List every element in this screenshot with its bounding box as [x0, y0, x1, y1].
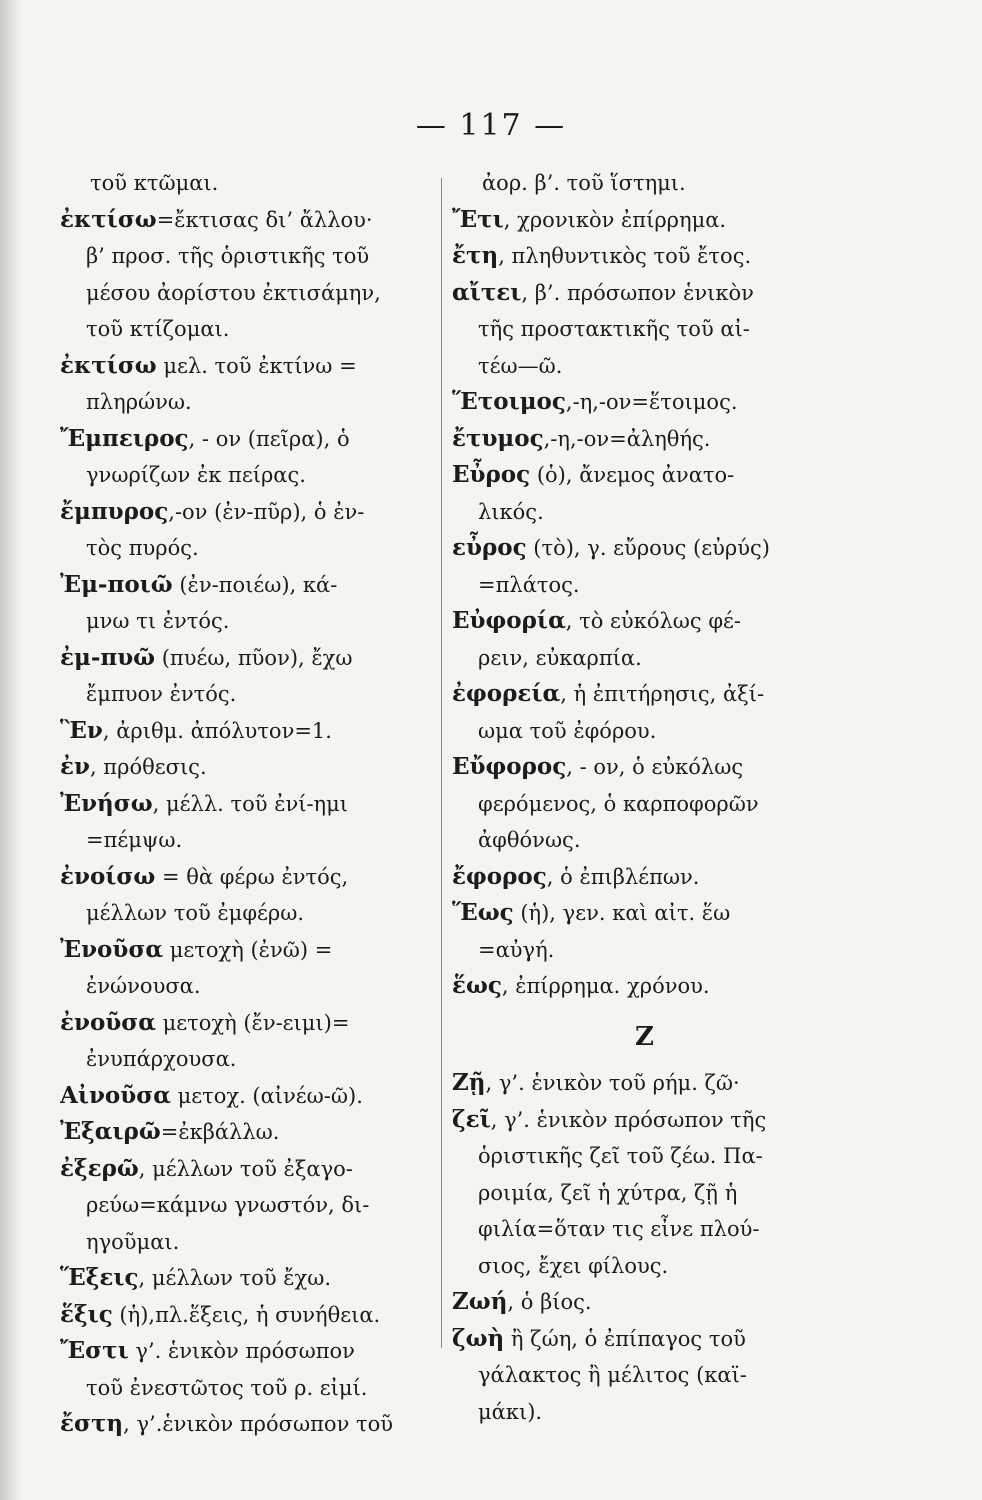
entry-continuation-line: ωμα τοῦ ἐφόρου. — [478, 718, 657, 743]
dictionary-entry — [452, 895, 837, 968]
column-divider — [441, 178, 442, 1348]
entry-first-line — [452, 676, 837, 713]
entry-first-line — [452, 603, 837, 640]
entry-first-line — [452, 1065, 837, 1102]
dictionary-entry — [60, 1297, 435, 1334]
entry-headword: ἔμπυρος — [60, 497, 169, 525]
entry-continuation-line: ἐνυπάρχουσα. — [86, 1047, 237, 1071]
entry-headword: ἐνοῦσα — [60, 1008, 156, 1036]
entry-first-line — [452, 968, 837, 1005]
dictionary-entry — [60, 494, 435, 567]
entry-definition: (πυέω, πῦον), ἔχω — [155, 645, 353, 670]
entry-continuation-line: γνωρίζων ἐκ πείρας. — [86, 463, 306, 487]
dictionary-entry — [60, 859, 435, 932]
entry-headword: Ἔτι — [452, 205, 504, 233]
entry-definition: , ὁ βίος. — [507, 1290, 592, 1314]
entry-definition: ἢ ζώη, ὁ ἐπίπαγος τοῦ — [504, 1326, 746, 1351]
dictionary-entry — [452, 749, 837, 859]
entry-headword: ἐνοίσω — [60, 862, 156, 890]
entry-headword: Εὐφορία — [452, 607, 566, 634]
entry-headword: Ζῇ — [452, 1069, 486, 1096]
entry-definition: γ’. ἑνικὸν πρόσωπον — [128, 1339, 355, 1363]
entry-continuation-line: φερόμενος, ὁ καρποφορῶν — [478, 791, 759, 816]
dictionary-entry — [452, 1065, 837, 1102]
entry-first-line — [60, 1151, 435, 1188]
entry-headword: ζεῖ — [452, 1105, 491, 1133]
entry-definition: μετοχ. (αἰνέω-ῶ). — [170, 1083, 363, 1108]
entry-headword: αἴτει — [452, 278, 522, 306]
entry-definition: , μέλλων τοῦ ἐξαγο- — [138, 1156, 353, 1181]
dictionary-entry — [452, 421, 837, 458]
entry-continuation-line: ἔμπυον ἐντός. — [86, 682, 237, 706]
entry-definition: (ἡ),πλ.ἕξεις, ἡ συνήθεια. — [112, 1302, 381, 1327]
entry-definition: ,-η,-ον=ἀληθής. — [543, 426, 711, 451]
dictionary-entry — [452, 238, 837, 275]
entry-continuation-line: =πλάτος. — [478, 572, 580, 597]
entry-headword: Ἔμπειρος — [60, 424, 189, 452]
entry-definition: , γ’. ἑνικὸν τοῦ ρήμ. ζῶ· — [485, 1071, 740, 1095]
section-heading: Z — [635, 1021, 654, 1052]
entry-first-line — [452, 530, 837, 567]
entry-first-line — [60, 1114, 435, 1151]
entry-definition: (ἡ), γεν. καὶ αἰτ. ἕω — [513, 901, 731, 925]
dictionary-entry — [60, 1333, 435, 1406]
entry-continuation-line: μάκι). — [478, 1399, 543, 1424]
entry-headword: ζωὴ — [452, 1324, 505, 1352]
entry-continuation-line: ἀφθόνως. — [478, 828, 581, 852]
entry-first-line — [60, 421, 435, 458]
entry-first-line — [60, 786, 435, 823]
entry-first-line — [452, 749, 837, 786]
entry-first-line — [452, 1321, 837, 1358]
dictionary-entry — [60, 567, 435, 640]
entry-first-line — [60, 932, 435, 969]
entry-headword: ἐκτίσω — [60, 205, 157, 233]
dictionary-entry — [60, 1114, 435, 1151]
entry-continuation-line: ηγοῦμαι. — [86, 1229, 180, 1254]
entry-headword: ἕως — [452, 972, 502, 999]
entry-first-line — [452, 238, 837, 275]
entry-first-line — [452, 859, 837, 896]
entry-continuation-line: πληρώνω. — [86, 390, 192, 414]
entry-definition: , γ’. ἑνικὸν πρόσωπον τῆς — [490, 1107, 767, 1132]
entry-continuation-line: σιος, ἔχει φίλους. — [478, 1253, 669, 1278]
dictionary-entry — [60, 1406, 435, 1443]
entry-headword: ἐφορεία — [452, 680, 561, 707]
entry-headword: ἔφορος — [452, 862, 547, 890]
dictionary-entry — [60, 749, 435, 786]
entry-first-line — [60, 567, 435, 604]
scan-shadow-edge — [0, 0, 22, 1500]
entry-definition: , - ον (πεῖρα), ὁ — [188, 426, 350, 451]
dictionary-entry — [60, 640, 435, 713]
entry-headword: ἐξερῶ — [60, 1154, 139, 1182]
dictionary-entry — [452, 165, 837, 202]
entry-first-line — [60, 494, 435, 531]
entry-definition: , ἀριθμ. ἀπόλυτον=1. — [102, 718, 332, 743]
entry-headword: ἔτη — [452, 242, 499, 269]
entry-continuation-line: μνω τι ἐντός. — [86, 609, 230, 633]
entry-first-line — [60, 749, 435, 786]
entry-headword: Αἰνοῦσα — [60, 1081, 171, 1109]
entry-continuation-line: τοῦ κτίζομαι. — [86, 317, 230, 341]
entry-first-line — [452, 202, 837, 239]
entry-definition: μετοχὴ (ἔν-ειμι)= — [155, 1010, 350, 1035]
entry-definition: , πληθυντικὸς τοῦ ἔτος. — [498, 244, 752, 268]
entry-continuation-line: τὸς πυρός. — [86, 536, 199, 560]
entry-headword: Ἐμ-ποιῶ — [60, 570, 173, 598]
entry-continuation-line: β’ προσ. τῆς ὁριστικῆς τοῦ — [86, 244, 370, 268]
entry-first-line — [452, 384, 837, 421]
entry-headword: ἐν — [60, 753, 90, 780]
dictionary-entry — [452, 202, 837, 239]
entry-first-line — [452, 275, 837, 312]
entry-continuation-line: ὁριστικῆς ζεῖ τοῦ ζέω. Πα- — [478, 1144, 763, 1168]
entry-continuation-line: ροιμία, ζεῖ ἡ χύτρα, ζῇ ἡ — [478, 1180, 738, 1205]
entry-first-line — [452, 1102, 837, 1139]
dictionary-entry — [452, 603, 837, 676]
entry-headword: Ἕτοιμος — [452, 388, 566, 415]
entry-continuation-line: =αὐγή. — [478, 937, 555, 962]
entry-headword: ἐκτίσω — [60, 351, 157, 379]
entry-first-line — [452, 895, 837, 932]
dictionary-entry — [60, 202, 435, 348]
entry-definition: , μέλλ. τοῦ ἐνί-ημι — [152, 791, 349, 816]
entry-definition: , ὁ ἐπιβλέπων. — [546, 864, 700, 889]
entry-definition: μετοχὴ (ἐνῶ) = — [163, 937, 333, 962]
entry-continuation-line: μέλλων τοῦ ἐμφέρω. — [86, 901, 305, 925]
entry-definition: ,-ον (ἐν-πῦρ), ὁ ἐν- — [168, 499, 365, 524]
entry-continuation-line: =πέμψω. — [86, 828, 183, 852]
dictionary-entry — [452, 530, 837, 603]
page-number: — 117 — — [415, 108, 567, 143]
entry-definition: , ἡ ἐπιτήρησις, ἀξί- — [560, 682, 765, 706]
dictionary-entry — [60, 713, 435, 750]
column-right — [452, 165, 837, 1430]
dictionary-entry — [60, 932, 435, 1005]
entry-first-line — [60, 713, 435, 750]
entry-headword: ἕξις — [60, 1300, 113, 1328]
entry-definition: μελ. τοῦ ἐκτίνω = — [156, 353, 357, 378]
entry-definition: =ἐκβάλλω. — [160, 1120, 280, 1144]
entry-continuation-line: τοῦ ἐνεστῶτος τοῦ ρ. εἰμί. — [86, 1375, 368, 1400]
dictionary-entry — [452, 1321, 837, 1431]
entry-headword: ἔτυμος — [452, 424, 544, 452]
entry-headword: Εὖρος — [452, 461, 531, 488]
entry-definition: , ἐπίρρημα. χρόνου. — [501, 974, 710, 998]
dictionary-entry — [452, 859, 837, 896]
dictionary-entry — [60, 1151, 435, 1261]
entry-first-line — [452, 421, 837, 458]
entry-definition: , γ’.ἑνικὸν πρόσωπον τοῦ — [123, 1412, 394, 1436]
entry-first-line — [60, 202, 435, 239]
entry-definition: ,-η,-ον=ἕτοιμος. — [565, 390, 738, 414]
entry-continuation-line: ρεύω=κάμνω γνωστόν, δι- — [86, 1193, 370, 1217]
dictionary-entry — [60, 1005, 435, 1078]
entry-definition: (ἐν-ποιέω), κά- — [172, 572, 338, 597]
entry-continuation-line: τέω—ῶ. — [478, 353, 563, 378]
dictionary-entry — [60, 421, 435, 494]
entry-continuation-line: ἀορ. β’. τοῦ ἵστημι. — [482, 171, 686, 195]
dictionary-entry — [452, 1284, 837, 1321]
entry-headword: ἐμ-πυῶ — [60, 643, 156, 671]
entry-continuation-line: μέσου ἀορίστου ἐκτισάμην, — [86, 280, 381, 305]
entry-definition: = θὰ φέρω ἐντός, — [155, 864, 349, 889]
dictionary-entry — [452, 968, 837, 1005]
entry-headword: Ἓν — [60, 716, 103, 744]
entry-continuation-line: τοῦ κτῶμαι. — [90, 171, 219, 195]
entry-definition: (ὁ), ἄνεμος ἀνατο- — [530, 463, 735, 487]
entry-headword: Εὔφορος — [452, 753, 567, 780]
entry-headword: Ἐξαιρῶ — [60, 1118, 161, 1145]
entry-definition: , πρόθεσις. — [89, 755, 207, 779]
entry-first-line — [60, 640, 435, 677]
entry-definition: , τὸ εὐκόλως φέ- — [565, 609, 742, 633]
entry-definition: , - ον, ὁ εὐκόλως — [566, 755, 744, 779]
entry-headword: Ζωή — [452, 1288, 508, 1315]
dictionary-entry — [60, 1078, 435, 1115]
dictionary-entry — [452, 676, 837, 749]
entry-first-line — [452, 1284, 837, 1321]
entry-continuation-line: φιλία=ὅταν τις εἶνε πλού- — [478, 1217, 760, 1241]
entry-headword: Ἕως — [452, 899, 514, 926]
entry-headword: Ἕξεις — [60, 1264, 139, 1291]
entry-headword: εὖρος — [452, 534, 527, 561]
entry-first-line — [60, 1260, 435, 1297]
entry-headword: ἔστη — [60, 1410, 124, 1437]
entry-headword: Ἐνοῦσα — [60, 935, 164, 963]
dictionary-entry — [60, 1260, 435, 1297]
entry-first-line — [60, 1406, 435, 1443]
entry-continuation-line: τῆς προστακτικῆς τοῦ αἰ- — [478, 317, 750, 341]
entry-first-line — [60, 1333, 435, 1370]
entry-headword: Ἐνήσω — [60, 789, 153, 817]
entry-definition: , μέλλων τοῦ ἔχω. — [138, 1266, 332, 1290]
entry-continuation-line: λικός. — [478, 499, 544, 524]
entry-first-line — [60, 1078, 435, 1115]
entry-definition: , χρονικὸν ἐπίρρημα. — [503, 207, 727, 232]
entry-continuation-line: γάλακτος ἢ μέλιτος (καϊ- — [478, 1363, 747, 1387]
entry-definition: =ἔκτισας δι’ ἄλλου· — [156, 207, 373, 232]
entry-first-line — [60, 1005, 435, 1042]
entry-definition: , β’. πρόσωπον ἑνικὸν — [521, 280, 754, 305]
dictionary-entry — [60, 165, 435, 202]
entry-definition: (τὸ), γ. εὔρους (εὐρύς) — [526, 536, 770, 560]
column-left — [60, 165, 435, 1443]
entry-headword: Ἔστι — [60, 1337, 129, 1364]
dictionary-entry — [452, 457, 837, 530]
entry-continuation-line: ἐνώνουσα. — [86, 974, 201, 998]
entry-first-line — [60, 1297, 435, 1334]
dictionary-entry — [452, 1102, 837, 1285]
dictionary-entry — [60, 786, 435, 859]
entry-first-line — [60, 859, 435, 896]
entry-continuation-line: ρειν, εὐκαρπία. — [478, 645, 642, 670]
dictionary-entry — [452, 384, 837, 421]
dictionary-entry — [60, 348, 435, 421]
dictionary-entry — [452, 275, 837, 385]
entry-first-line — [60, 348, 435, 385]
entry-first-line — [452, 457, 837, 494]
